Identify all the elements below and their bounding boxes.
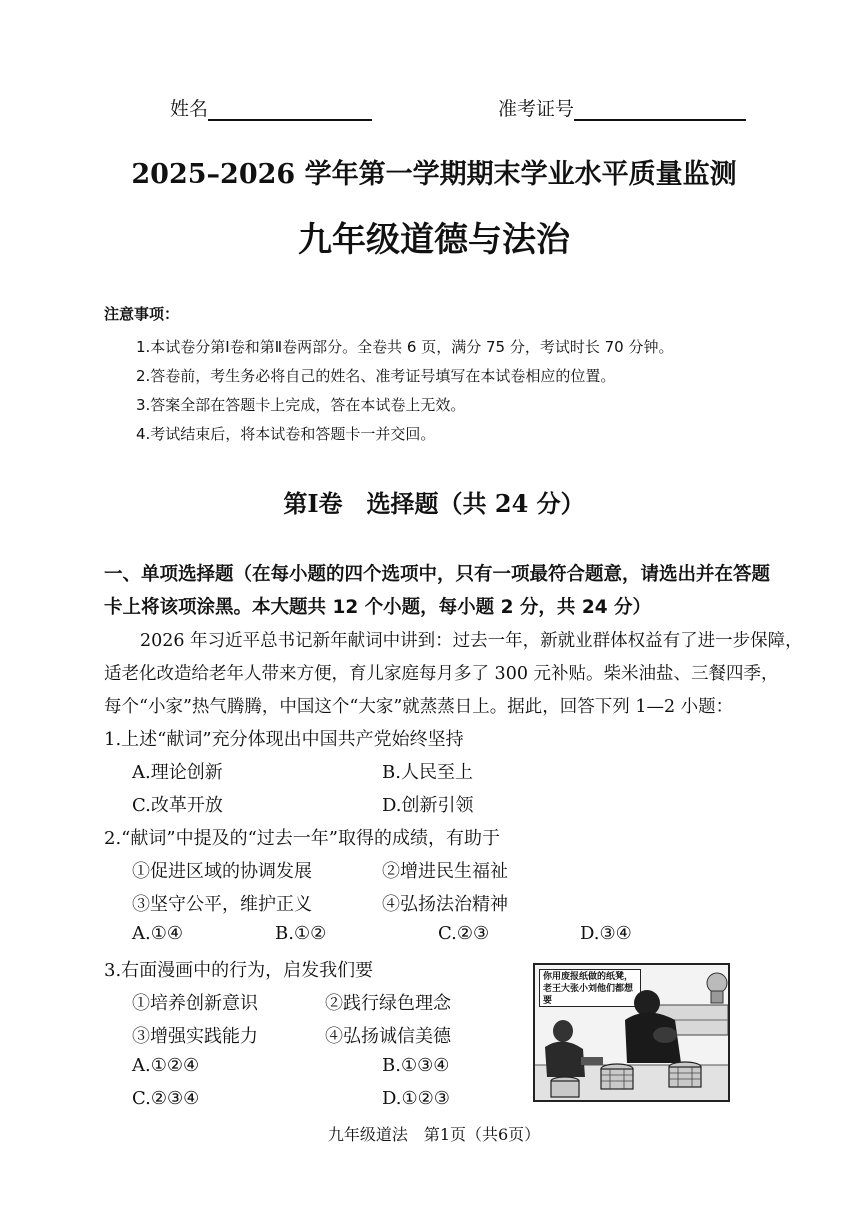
page-footer: 九年级道法 第1页（共6页） [327, 1125, 541, 1144]
q1-option-b[interactable]: B.人民至上 [382, 762, 473, 783]
q3-item: ④弘扬诚信美德 [325, 1026, 451, 1047]
q2-option-d[interactable]: D.③④ [580, 923, 632, 944]
notice-item: 1.本试卷分第Ⅰ卷和第Ⅱ卷两部分。全卷共 6 页，满分 75 分，考试时长 70 分钟。 [136, 338, 674, 356]
part-heading-line1: 一、单项选择题（在每小题的四个选项中，只有一项最符合题意，请选出并在答题 [104, 564, 771, 585]
q2-item: ③坚守公平，维护正义 [132, 894, 312, 915]
q3-item: ①培养创新意识 [132, 993, 258, 1014]
cartoon-speech-bubble: 你用废报纸做的纸凳，老王大张小刘他们都想要 [539, 969, 641, 1007]
q3-item: ③增强实践能力 [132, 1026, 258, 1047]
exam-id-label: 准考证号 [498, 98, 575, 120]
q1-option-d[interactable]: D.创新引领 [382, 795, 474, 816]
q2-option-c[interactable]: C.②③ [438, 923, 490, 944]
subject-title: 九年级道德与法治 [298, 220, 570, 260]
exam-title: 2025–2026 学年第一学期期末学业水平质量监测 [131, 159, 737, 190]
q3-option-a[interactable]: A.①②④ [132, 1055, 200, 1076]
q2-option-b[interactable]: B.①② [275, 923, 327, 944]
notice-item: 4.考试结束后，将本试卷和答题卡一并交回。 [136, 425, 436, 443]
part-heading-line2: 卡上将该项涂黑。本大题共 12 个小题，每小题 2 分，共 24 分） [104, 597, 652, 618]
q2-item: ④弘扬法治精神 [382, 894, 508, 915]
q1-option-c[interactable]: C.改革开放 [132, 795, 223, 816]
exam-id-field[interactable] [498, 94, 746, 121]
q3-option-c[interactable]: C.②③④ [132, 1088, 200, 1109]
q3-item: ②践行绿色理念 [325, 993, 451, 1014]
notice-heading: 注意事项： [104, 305, 180, 323]
q1-option-a[interactable]: A.理论创新 [132, 762, 223, 783]
q2-item: ②增进民生福祉 [382, 861, 508, 882]
question-3-stem: 3.右面漫画中的行为，启发我们要 [104, 960, 374, 981]
question-2-stem: 2.“献词”中提及的“过去一年”取得的成绩，有助于 [104, 828, 500, 849]
notice-item: 2.答卷前，考生务必将自己的姓名、准考证号填写在本试卷相应的位置。 [136, 367, 616, 385]
name-blank[interactable] [208, 99, 372, 121]
question-1-stem: 1.上述“献词”充分体现出中国共产党始终坚持 [104, 729, 464, 750]
material-line: 2026 年习近平总书记新年献词中讲到：过去一年，新就业群体权益有了进一步保障， [140, 631, 803, 651]
name-field[interactable] [170, 94, 372, 121]
q3-option-b[interactable]: B.①③④ [382, 1055, 450, 1076]
exam-id-blank[interactable] [574, 99, 746, 121]
material-line: 适老化改造给老年人带来方便，育儿家庭每月多了 300 元补贴。柴米油盐、三餐四季， [104, 664, 779, 684]
q2-option-a[interactable]: A.①④ [132, 923, 183, 944]
q2-item: ①促进区域的协调发展 [132, 861, 312, 882]
section-title: 第Ⅰ卷 选择题（共 24 分） [283, 489, 585, 518]
name-label: 姓名 [170, 98, 209, 120]
notice-item: 3.答案全部在答题卡上完成，答在本试卷上无效。 [136, 396, 466, 414]
material-line: 每个“小家”热气腾腾，中国这个“大家”就蒸蒸日上。据此，回答下列 1—2 小题： [104, 697, 734, 717]
q3-option-d[interactable]: D.①②③ [382, 1088, 450, 1109]
cartoon-drawing [535, 965, 728, 1100]
cartoon-image [533, 963, 730, 1102]
